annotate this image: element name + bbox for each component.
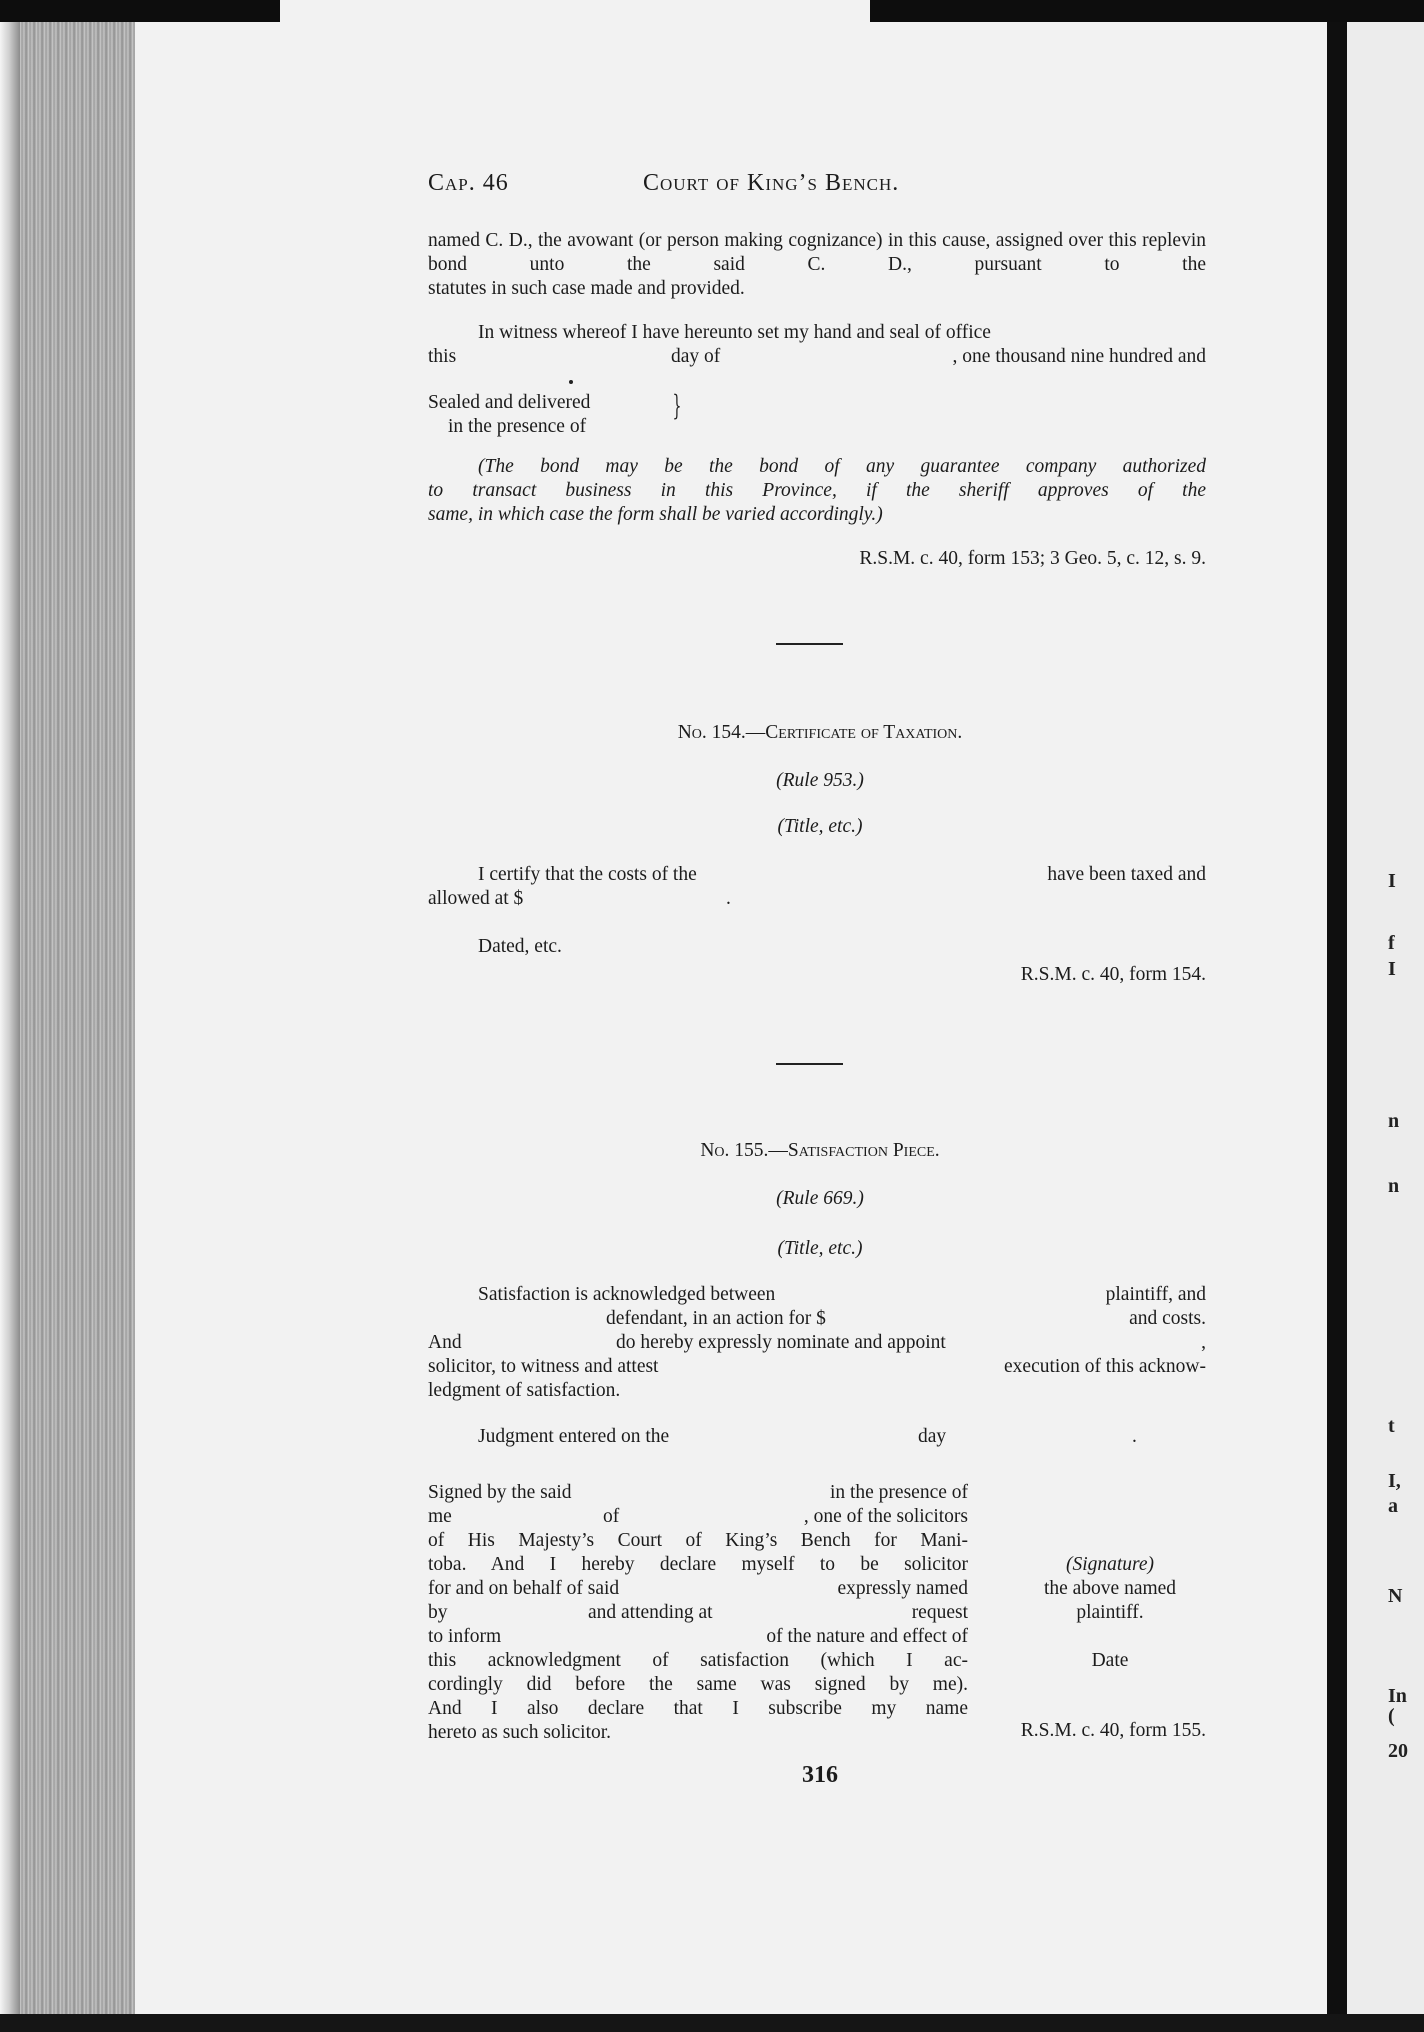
bond-paragraph-end: statutes in such case made and provided. xyxy=(428,278,745,299)
form-155-line-4: solicitor, to witness and attest execution of this acknow- xyxy=(428,1356,1206,1377)
sealed-line-1: Sealed and delivered xyxy=(428,392,591,413)
bottom-dark-strip xyxy=(0,2014,1424,2032)
bond-note-2: to transact business in this Province, if the sheriff approves of the xyxy=(428,480,1206,501)
dot-mark xyxy=(569,380,573,384)
signed-line: hereto as such solicitor. xyxy=(428,1722,612,1743)
witness-line-2: this day of , one thousand nine hundred and xyxy=(428,346,1206,367)
page-number: 316 xyxy=(802,1762,838,1788)
book-spine xyxy=(1327,22,1347,2017)
signed-line: to inform of the nature and effect of xyxy=(428,1626,968,1647)
form-154-title: No. 154.—Certificate of Taxation. xyxy=(677,722,963,743)
form-155-line-1: Satisfaction is acknowledged between plaintiff, and xyxy=(478,1284,1206,1305)
margin-fragment: I xyxy=(1388,870,1396,892)
margin-fragment: I xyxy=(1388,958,1396,980)
margin-fragment: a xyxy=(1388,1495,1398,1517)
signed-line: Signed by the said in the presence of xyxy=(428,1482,968,1503)
book-left-edge xyxy=(0,22,20,2017)
margin-fragment: In xyxy=(1388,1685,1407,1707)
signature-date: Date xyxy=(1091,1650,1129,1671)
signature-above-named: the above named xyxy=(1043,1578,1177,1599)
judgment-line: Judgment entered on the day . xyxy=(478,1426,1137,1447)
margin-fragment: ( xyxy=(1388,1705,1395,1727)
header-title: Court of King’s Bench. xyxy=(643,170,900,196)
margin-fragment: n xyxy=(1388,1175,1400,1197)
bond-note-1: (The bond may be the bond of any guarantee company authorized xyxy=(478,456,1206,477)
signed-line: for and on behalf of said expressly named xyxy=(428,1578,968,1599)
sealed-line-2: in the presence of xyxy=(448,416,587,437)
margin-fragment: I, xyxy=(1388,1470,1401,1492)
form-155-title-etc: (Title, etc.) xyxy=(777,1238,863,1259)
margin-fragment: 20 xyxy=(1388,1740,1408,1762)
form-155-line-2: defendant, in an action for $ and costs. xyxy=(606,1308,1206,1329)
citation-153: R.S.M. c. 40, form 153; 3 Geo. 5, c. 12, s. 9. xyxy=(859,548,1206,569)
page-edges xyxy=(20,22,135,2017)
form-154-line-2: allowed at $ . xyxy=(428,888,731,909)
margin-fragment: f xyxy=(1388,932,1395,954)
form-155-rule: (Rule 669.) xyxy=(776,1188,864,1209)
signed-line: this acknowledgment of satisfaction (which I ac- xyxy=(428,1650,968,1671)
bond-note-3: same, in which case the form shall be varied accordingly.) xyxy=(428,504,883,525)
section-rule xyxy=(776,643,843,645)
chapter-label: Cap. 46 xyxy=(428,170,509,196)
citation-155: R.S.M. c. 40, form 155. xyxy=(1020,1720,1206,1741)
signature-label: (Signature) xyxy=(1065,1554,1155,1575)
citation-154: R.S.M. c. 40, form 154. xyxy=(1020,964,1206,985)
running-header xyxy=(428,170,988,202)
brace-mark: } xyxy=(672,389,682,422)
section-rule xyxy=(776,1063,843,1065)
signed-line: toba. And I hereby declare myself to be solicitor xyxy=(428,1554,968,1575)
margin-fragment: n xyxy=(1388,1110,1400,1132)
form-154-title-etc: (Title, etc.) xyxy=(777,816,863,837)
form-154-line-1: I certify that the costs of the have been taxed and xyxy=(478,864,1206,885)
signed-line: of His Majesty’s Court of King’s Bench for Mani- xyxy=(428,1530,968,1551)
bond-paragraph: named C. D., the avowant (or person making cognizance) in this cause, assigned over this replevin bond unto the said C. D., pursuant to the xyxy=(428,230,1206,275)
margin-fragment: t xyxy=(1388,1415,1395,1437)
signature-plaintiff: plaintiff. xyxy=(1076,1602,1144,1623)
margin-fragment: N xyxy=(1388,1585,1403,1607)
next-page-edge xyxy=(1347,22,1424,2017)
form-154-dated: Dated, etc. xyxy=(478,936,562,957)
signed-line: by and attending at request xyxy=(428,1602,968,1623)
form-155-title: No. 155.—Satisfaction Piece. xyxy=(700,1140,940,1161)
form-155-line-5: ledgment of satisfaction. xyxy=(428,1380,621,1401)
signed-line: cordingly did before the same was signed by me). xyxy=(428,1674,968,1695)
witness-line-1: In witness whereof I have hereunto set my hand and seal of office xyxy=(478,322,991,343)
form-155-line-3: And do hereby expressly nominate and appoint , xyxy=(428,1332,1206,1353)
signed-line: me of , one of the solicitors xyxy=(428,1506,968,1527)
form-154-rule: (Rule 953.) xyxy=(776,770,864,791)
signed-line: And I also declare that I subscribe my name xyxy=(428,1698,968,1719)
